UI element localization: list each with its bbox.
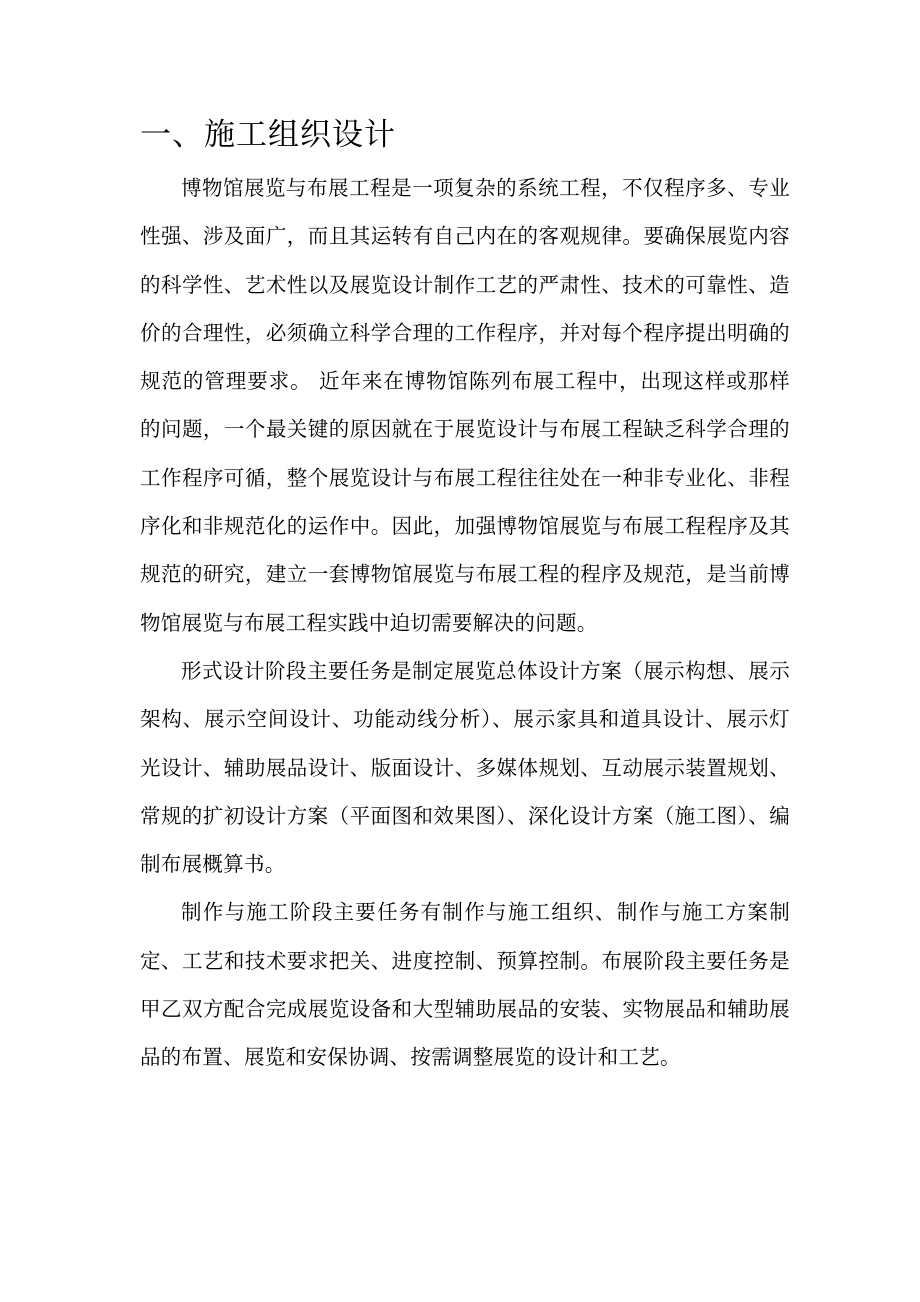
paragraph-design-stage: 形式设计阶段主要任务是制定展览总体设计方案（展示构想、展示架构、展示空间设计、功能动线分析）、展示家具和道具设计、展示灯光设计、辅助展品设计、版面设计、多媒体规划、互动展示装置规划、常规的扩初设计方案（平面图和效果图）、深化设计方案（施工图）、编制布展概算书。	[140, 658, 790, 877]
section-heading: 一、施工组织设计	[140, 117, 396, 153]
paragraph-overview: 博物馆展览与布展工程是一项复杂的系统工程，不仅程序多、专业性强、涉及面广，而且其运转有自己内在的客观规律。要确保展览内容的科学性、艺术性以及展览设计制作工艺的严肃性、技术的可靠性、造价的合理性，必须确立科学合理的工作程序，并对每个程序提出明确的规范的管理要求。 近年来在博物馆陈列布展工程中，出现这样或那样的问题，一个最关键的原因就在于展览设计与布展工程缺乏科学合理的工作程序可循，整个展览设计与布展工程往往处在一种非专业化、非程序化和非规范化的运作中。因此，加强博物馆展览与布展工程程序及其规范的研究，建立一套博物馆展览与布展工程的程序及规范，是当前博物馆展览与布展工程实践中迫切需要解决的问题。	[140, 176, 790, 635]
paragraph-construction-stage: 制作与施工阶段主要任务有制作与施工组织、制作与施工方案制定、工艺和技术要求把关、进度控制、预算控制。布展阶段主要任务是甲乙双方配合完成展览设备和大型辅助展品的安装、实物展品和辅助展品的布置、展览和安保协调、按需调整展览的设计和工艺。	[140, 900, 790, 1070]
document-body	[140, 112, 790, 1082]
